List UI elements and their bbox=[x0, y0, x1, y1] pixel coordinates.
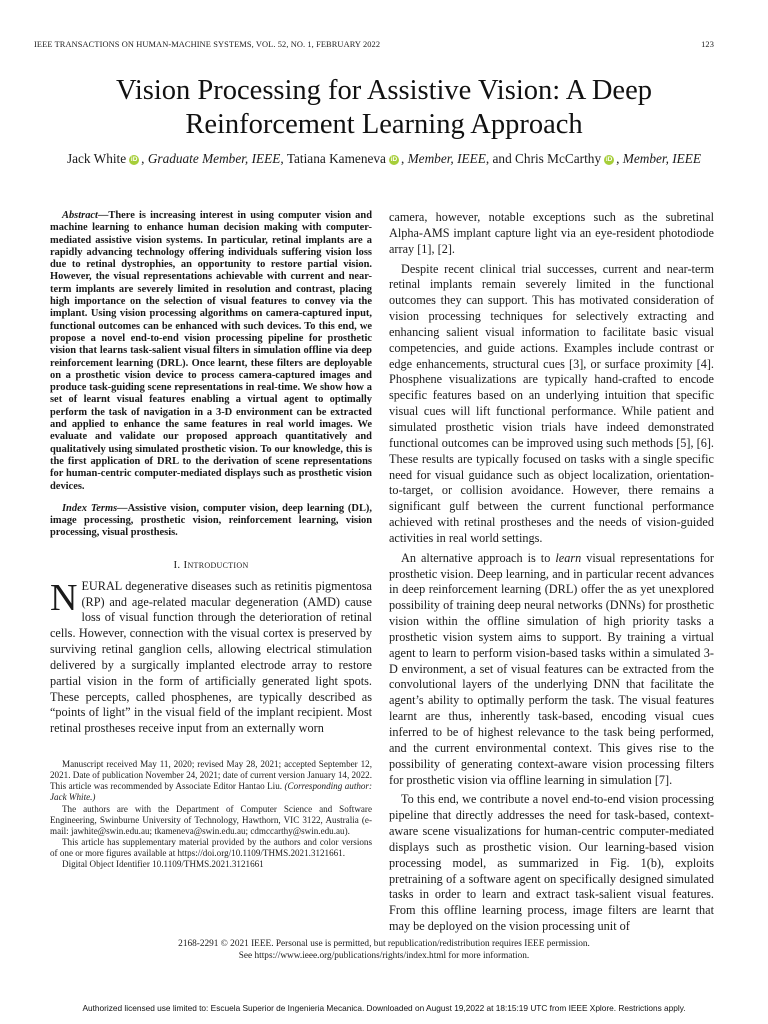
copyright-line: 2168-2291 © 2021 IEEE. Personal use is permitted, but republication/redistribution requires IEEE permission. bbox=[178, 939, 590, 949]
journal-name: IEEE TRANSACTIONS ON HUMAN-MACHINE SYSTEMS, VOL. 52, NO. 1, FEBRUARY 2022 bbox=[34, 40, 381, 49]
doi: Digital Object Identifier 10.1109/THMS.2021.3121661 bbox=[62, 859, 264, 869]
title-line-1: Vision Processing for Assistive Vision: A Deep bbox=[116, 75, 652, 106]
emphasis: learn bbox=[555, 550, 582, 565]
abstract-label: Abstract— bbox=[62, 210, 109, 221]
paper-title bbox=[0, 74, 768, 142]
paragraph: To this end, we contribute a novel end-to-end vision processing pipeline that directly addresses the need for task-based, context-aware scene visualizations for human-centric computer-mediated displays such as prosthetic vision. Our learning-based vision processing model, as summarized in Fig. 1(b), exploits pretraining of a software agent on specifically designed simulated tasks in order to learn and extract task-salient visual features. From this offline learning process, image filters are learnt that may be deployed on the vision processing unit of bbox=[389, 792, 714, 934]
paragraph: camera, however, notable exceptions such as the subretinal Alpha-AMS implant capture light via an eye-resident photodiode array [1], [2]. bbox=[389, 210, 714, 256]
orcid-icon[interactable]: iD bbox=[605, 156, 613, 163]
right-column bbox=[389, 210, 714, 935]
license-notice: Authorized licensed use limited to: Escuela Superior de Ingenieria Mecanica. Downloaded on August 19,2022 at 18:15:19 UTC from IEEE Xplore. Restrictions apply. bbox=[82, 1003, 686, 1013]
footnote-supplementary: This article has supplementary material provided by the authors and color versions of one or more figures available at https://doi.org/10.1109/THMS.2021.3121661. bbox=[50, 836, 372, 858]
paragraph: An alternative approach is to learn visual representations for prosthetic vision. Deep learning, and in particular recent advances in deep reinforcement learning (DRL) offer the as yet unexplored possibility of training deep neural networks (DNNs) for prosthetic vision within the offline simulation of high priority tasks a prosthetic vision system aims to support. By training a virtual agent to learn to perform vision-based tasks within a simulated 3-D environment, a set of visual features can be extracted from the convolutional layers of the underlying DNN that facilitate the agent’s ability to optimally perform the task. The visual features learnt are thus, inherently task-based, encoding visual cues inferred to be of highest relevance to the task being performed, and the current environmental context. This gives rise to the possibility of generating context-aware vision processing filters for prosthetic vision via offline learning in simulation [7]. bbox=[389, 550, 714, 787]
left-column bbox=[50, 210, 372, 870]
orcid-icon[interactable]: iD bbox=[130, 156, 138, 163]
section-heading: I. Introduction bbox=[173, 558, 249, 571]
corresponding-author: (Corresponding author: Jack White.) bbox=[50, 781, 373, 803]
footnote-received: Manuscript received May 11, 2020; revised May 28, 2021; accepted September 12, 2021. Date of publication November 24, 2021; date of current version January 14, 2022. This article was recommended by Associate Editor Hantao Liu. (Corresponding author: Jack White.) bbox=[50, 759, 373, 803]
author-list: Jack White iD , Graduate Member, IEEE, Tatiana Kameneva iD , Member, IEEE, and Chris McCarthy iD , Member, IEEE bbox=[66, 151, 702, 166]
abstract bbox=[50, 210, 372, 493]
index-terms bbox=[50, 503, 372, 540]
author-affiliation: Graduate Member, IEEE bbox=[147, 151, 281, 166]
footnote-authors: The authors are with the Department of Computer Science and Software Engineering, Swinburne University of Technology, Hawthorn, VIC 3122, Australia (e-mail: jawhite@swin.edu.au; tkameneva@swin.edu.au; cdmccarthy@swin.edu.au). bbox=[50, 803, 372, 836]
author-name: Chris McCarthy bbox=[515, 151, 602, 166]
author-name: Jack White bbox=[66, 151, 127, 166]
running-header bbox=[34, 40, 714, 49]
author-name: Tatiana Kameneva bbox=[286, 151, 386, 166]
intro-paragraph bbox=[50, 576, 372, 737]
abstract-text: There is increasing interest in using computer vision and machine learning to enhance human decision making with computer-mediated assistive vision systems. In particular, retinal implants are a rapidly advancing technology offering individuals suffering vision loss due to retinal dystrophies, an opportunity to restore partial vision. However, the visual representations achievable with current and near-term implants are severely limited in resolution and contrast, placing high importance on the selection of visual features to convey via the implant. Using vision processing algorithms on camera-captured input, functional outcomes can be enhanced with such devices. To this end, we propose a novel end-to-end vision processing pipeline for prosthetic vision that learns task-salient visual filters in simulation offline via deep reinforcement learning (DRL). Once learnt, these filters are deployable on a prosthetic vision device to process camera-captured images and produce task-guiding scene representations in real-time. We show how a set of learnt visual features enabling a virtual agent to optimally perform the task of navigation in a 3-D environment can be extracted and applied to enhance the same features in real world images. We evaluate and validate our proposed approach quantitatively and qualitatively using simulated prosthetic vision. To our knowledge, this is the first application of DRL to the derivation of scene representations for human-centric computer-mediated displays such as prosthetic vision devices. bbox=[50, 210, 372, 492]
title-line-2: Reinforcement Learning Approach bbox=[185, 109, 583, 140]
paragraph: Despite recent clinical trial successes, current and near-term retinal implants remain severely limited in the functional outcomes they can support. This has motivated consideration of vision processing techniques for selectively extracting and enhancing salient visual information to facilitate basic visual competencies, and guide actions. Examples include contrast or edge enhancements, structural cues [3], or surface proximity [4]. Phosphene visualizations are typically hand-crafted to encode specific features based on an underlying intuition that specific visual cues will lift functional performance. While patient and simulated prosthetic vision trials have indeed demonstrated functional outcomes can be improved using such methods [5], [6]. These results are typically focused on tasks with a single specific need for visual guidance such as object localization, orientation-to-target, or collision avoidance. However, there remains a significant gulf between the current functional performance achieved with retinal prostheses and the needs of vision-guided activities in real world settings. bbox=[389, 261, 714, 545]
copyright-notice bbox=[0, 939, 768, 962]
author-affiliation: Member, IEEE bbox=[407, 151, 486, 166]
intro-caps: EURAL bbox=[81, 578, 122, 593]
index-terms-label: Index Terms— bbox=[62, 502, 128, 514]
orcid-icon[interactable]: iD bbox=[390, 156, 398, 163]
drop-cap: N bbox=[50, 576, 78, 619]
author-affiliation: Member, IEEE bbox=[622, 151, 702, 166]
section-title: Introduction bbox=[183, 558, 249, 571]
page-number: 123 bbox=[701, 40, 714, 49]
footnotes bbox=[50, 759, 372, 870]
intro-text: degenerative diseases such as retinitis pigmentosa (RP) and age-related macular degeneration (AMD) cause loss of visual function through the deterioration of retinal cells. However, connection with the visual cortex is preserved by surviving retinal ganglion cells, allowing electrical stimulation delivered by a surgically implanted electrode array to restore partial vision in the form of artificially generated light spots. These percepts, called phosphenes, are typically described as “points of light” in the visual field of the implant recipient. Most retinal prostheses receive input from an externally worn bbox=[50, 578, 372, 736]
rights-link[interactable]: See https://www.ieee.org/publications/rights/index.html for more information. bbox=[238, 950, 530, 961]
index-terms-text: Assistive vision, computer vision, deep learning (DL), image processing, prosthetic vision, reinforcement learning, vision processing, visual prosthesis. bbox=[50, 502, 372, 539]
